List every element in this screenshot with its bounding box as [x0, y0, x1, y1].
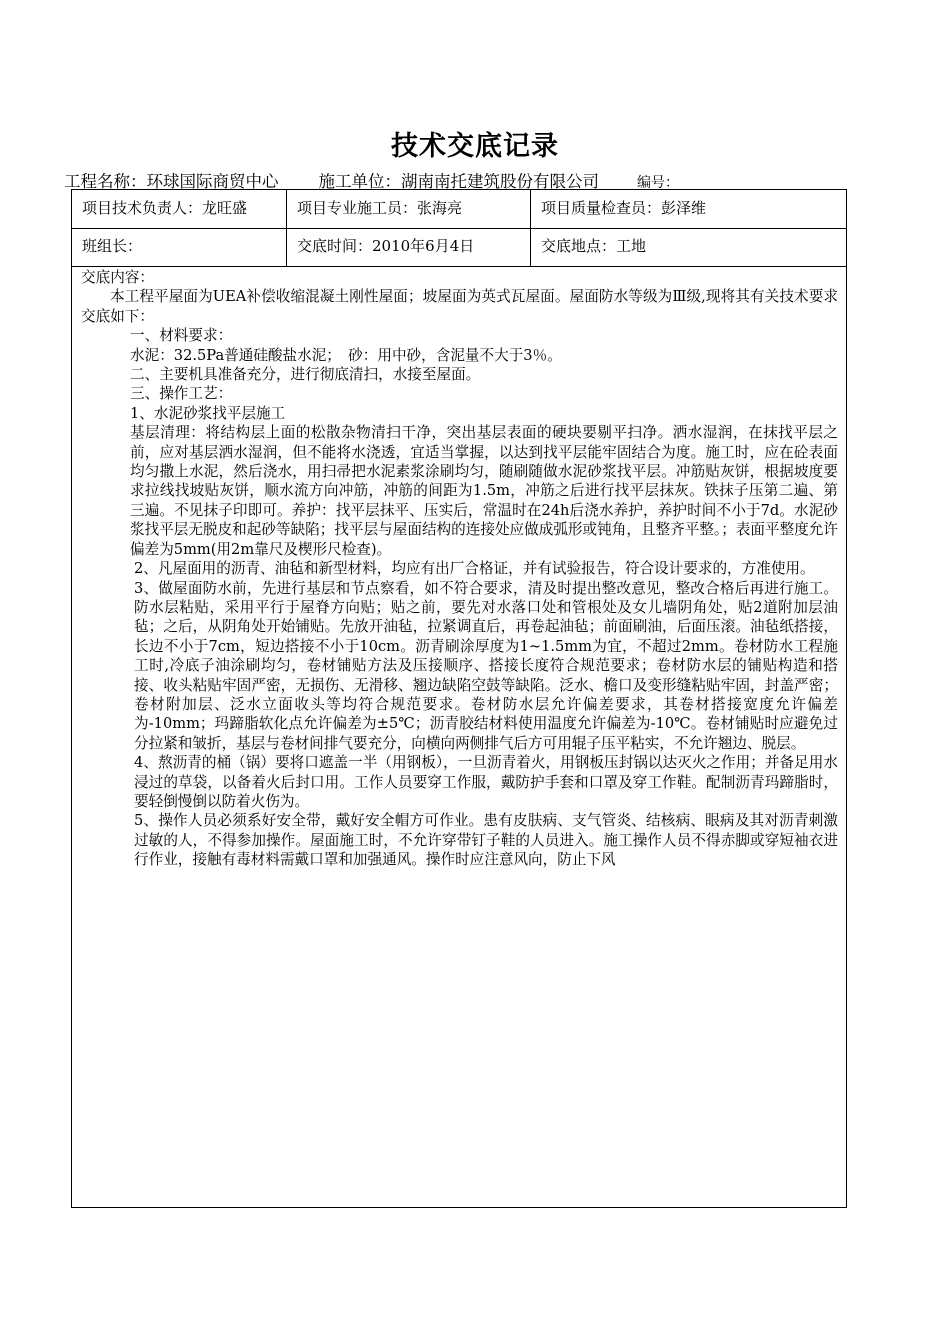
- section-process-title: 三、操作工艺：: [130, 385, 233, 403]
- step2-paragraph: 2、凡屋面用的沥青、油毡和新型材料，均应有出厂合格证，并有试验报告，符合设计要求的，方准使用。: [134, 560, 815, 578]
- quality-inspector-cell: 项目质量检查员：彭泽维: [541, 199, 707, 217]
- disclosure-content: [72, 267, 846, 870]
- table-row: [72, 228, 846, 267]
- construction-unit: 施工单位：湖南南托建筑股份有限公司: [318, 172, 599, 191]
- disclosure-place-cell: 交底地点：工地: [541, 237, 647, 255]
- document-title: 技术交底记录: [391, 131, 559, 162]
- step1-body: 基层清理：将结构层上面的松散杂物清扫干净，突出基层表面的硬块要剔平扫净。洒水湿润，在抹找平层之前，应对基层洒水湿润，但不能将水浇透，宜适当掌握，以达到找平层能牢固结合为度。施工时，应在砼表面均匀撒上水泥，然后浇水，用扫帚把水泥素浆涂刷均匀，随刷随做水泥砂浆找平层。冲筋贴灰饼，根据坡度要求拉线找坡贴灰饼，顺水流方向冲筋，冲筋的间距为1.5m，冲筋之后进行找平层抹灰。铁抹子压第二遍、第三遍。不见抹子印即可。养护：找平层抹平、压实后，常温时在24h后浇水养护，养护时间不小于7d。水泥砂浆找平层无脱皮和起砂等缺陷；找平层与屋面结构的连接处应做成弧形或钝角，且整齐平整。；表面平整度允许偏差为5mm(用2m靠尺及楔形尺检查)。: [130, 424, 838, 558]
- step1-title: 1、水泥砂浆找平层施工: [130, 404, 286, 422]
- foreman-cell: 班组长：: [72, 228, 287, 266]
- section-tools: 二、主要机具准备充分，进行彻底清扫，水接至屋面。: [130, 366, 481, 384]
- serial-number: 编号：: [637, 175, 679, 191]
- table-row: [72, 190, 846, 229]
- content-label: 交底内容：: [81, 269, 154, 286]
- section-materials-body: 水泥：32.5Pa普通硅酸盐水泥； 砂：用中砂，含泥量不大于3％。: [130, 346, 562, 364]
- tech-lead-cell: 项目技术负责人：龙旺盛: [72, 190, 287, 228]
- specialist-cell: 项目专业施工员：张海亮: [287, 190, 531, 228]
- step4-paragraph: 4、熬沥青的桶（锅）要将口遮盖一半（用钢板），一旦沥青着火，用钢板压封锅以达灭火之作用；并备足用水浸过的草袋，以备着火后封口用。工作人员要穿工作服，戴防护手套和口罩及穿工作鞋。配制沥青玛蹄脂时，要轻倒慢倒以防着火伤为。: [134, 754, 838, 810]
- disclosure-table: [71, 189, 847, 1208]
- step5-paragraph: 5、操作人员必须系好安全带，戴好安全帽方可作业。患有皮肤病、支气管炎、结核病、眼病及其对沥青刺激过敏的人，不得参加操作。屋面施工时，不允许穿带钉子鞋的人员进入。施工操作人员不得赤脚或穿短袖衣进行作业，接触有毒材料需戴口罩和加强通风。操作时应注意风向，防止下风: [134, 812, 838, 869]
- intro-paragraph: 本工程平屋面为UEA补偿收缩混凝土刚性屋面；坡屋面为英式瓦屋面。屋面防水等级为Ⅲ级,现将其有关技术要求交底如下：: [81, 288, 838, 325]
- disclosure-date-cell: 交底时间：2010年6月4日: [287, 228, 531, 266]
- step3-paragraph: 3、做屋面防水前，先进行基层和节点察看，如不符合要求，清及时提出整改意见，整改合格后再进行施工。防水层粘贴，采用平行于屋脊方向贴；贴之前，要先对水落口处和管根处及女儿墙阴角处，贴2道附加层油毡；之后，从阴角处开始铺贴。先放开油毡，拉紧调直后，再卷起油毡；前面刷油，后面压滚。油毡纸搭接，长边不小于7cm，短边搭接不小于10cm。沥青刷涂厚度为1~1.5mm为宜，不超过2mm。卷材防水工程施工时,冷底子油涂刷均匀，卷材铺贴方法及压接顺序、搭接长度符合规范要求；卷材防水层的铺贴构造和搭接、收头粘贴牢固严密，无损伤、无滑移、翘边缺陷空鼓等缺陷。泛水、檐口及变形缝粘贴牢固，封盖严密；卷材附加层、泛水立面收头等均符合规范要求。卷材防水层允许偏差要求，其卷材搭接宽度允许偏差为-10mm；玛蹄脂软化点允许偏差为±5℃；沥青胶结材料使用温度允许偏差为-10℃。卷材铺贴时应避免过分拉紧和皱折，基层与卷材间排气要充分，向横向两侧排气后方可用辊子压平粘实，不允许翘边、脱层。: [134, 579, 838, 752]
- section-materials-title: 一、材料要求：: [130, 327, 233, 345]
- project-name: 工程名称：环球国际商贸中心: [64, 172, 279, 191]
